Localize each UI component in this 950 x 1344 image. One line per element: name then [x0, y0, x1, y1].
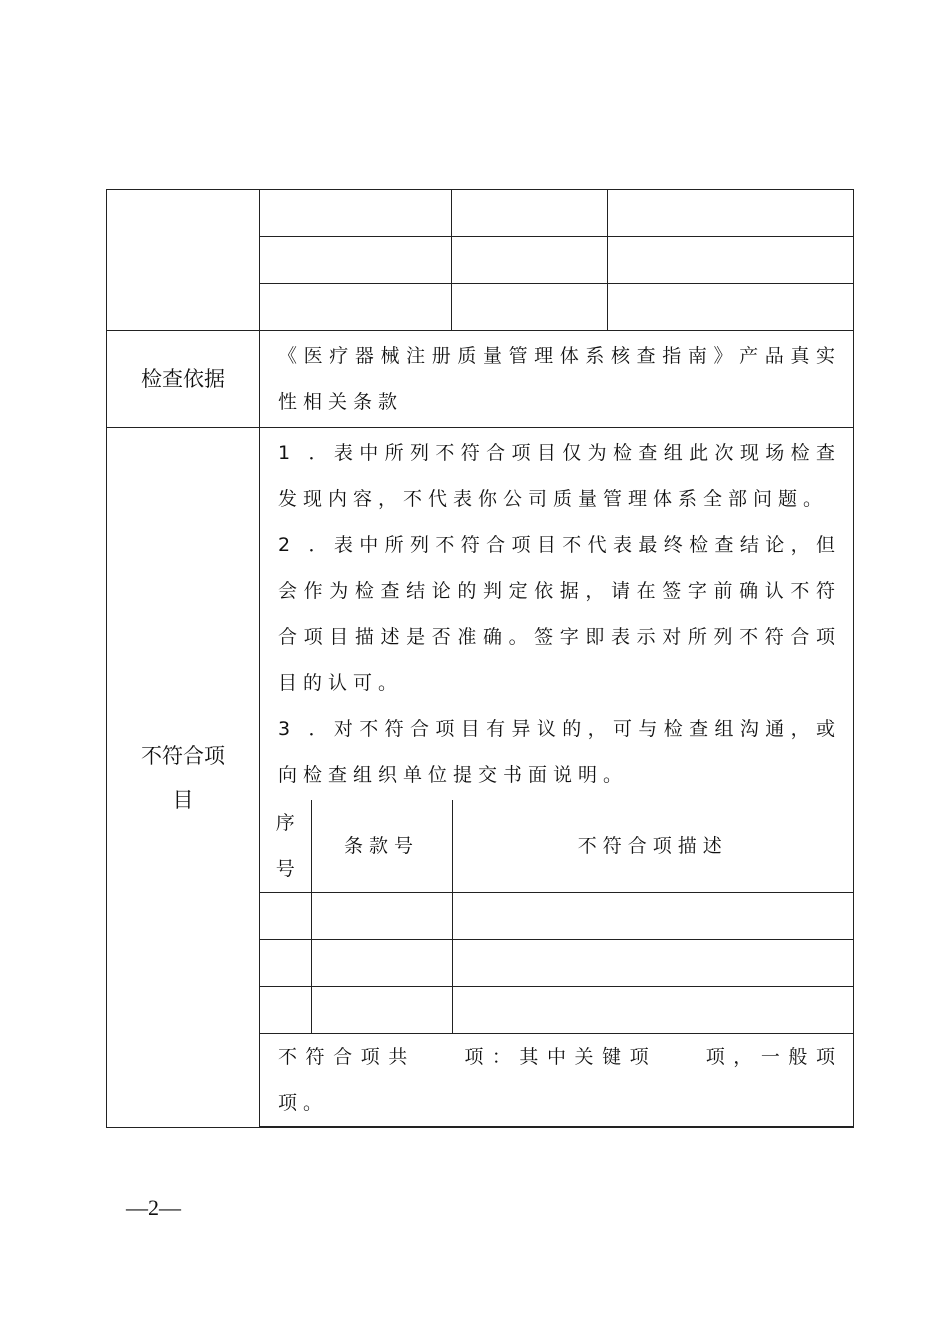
summary-part1: 不符合项共 [278, 1046, 416, 1068]
seq-cell [260, 893, 311, 940]
description-cell [452, 893, 853, 940]
notes-block [260, 428, 853, 800]
seq-cell [260, 987, 311, 1034]
table-row [260, 940, 853, 987]
note-1: 1 ．表中所列不符合项目仅为检查组此次现场检查发现内容，不代表你公司质量管理体系全部问题。 [278, 442, 841, 510]
note-2: 2 ．表中所列不符合项目不代表最终检查结论，但会作为检查结论的判定依据，请在签字前确认不符合项目描述是否准确。签字即表示对所列不符合项目的认可。 [278, 534, 841, 694]
seq-header-line1: 序 [275, 812, 295, 834]
basis-cell [260, 331, 854, 428]
table-row [260, 987, 853, 1034]
clause-cell [311, 987, 452, 1034]
seq-header [260, 800, 311, 893]
blank-cell [260, 237, 452, 284]
clause-cell [311, 893, 452, 940]
basis-label: 检查依据 [107, 331, 260, 428]
nonconformity-label-line2: 目 [172, 787, 194, 812]
seq-cell [260, 940, 311, 987]
basis-row [107, 331, 854, 428]
blank-cell [260, 284, 452, 331]
summary-row [260, 1034, 853, 1127]
nonconformity-content-cell [260, 428, 854, 1128]
clause-header: 条款号 [311, 800, 452, 893]
basis-text: 《医疗器械注册质量管理体系核查指南》产品真实性相关条款 [278, 345, 841, 413]
note-3: 3 ．对不符合项目有异议的，可与检查组沟通，或向检查组织单位提交书面说明。 [278, 718, 841, 786]
clause-cell [311, 940, 452, 987]
table-row [260, 893, 853, 940]
summary-part3: 项，一般项项。 [278, 1046, 841, 1114]
blank-cell [452, 284, 608, 331]
blank-cell [608, 190, 854, 237]
blank-cell [452, 237, 608, 284]
nonconformity-row [107, 428, 854, 1128]
nonconformity-label-line1: 不符合项 [141, 743, 225, 768]
nonconformity-label [107, 428, 260, 1128]
description-cell [452, 940, 853, 987]
seq-header-line2: 号 [275, 858, 295, 880]
top-blank-row-1 [107, 190, 854, 237]
blank-cell [608, 284, 854, 331]
inspection-form-table [106, 189, 854, 1128]
blank-cell [260, 190, 452, 237]
top-left-blank-cell [107, 190, 260, 331]
description-cell [452, 987, 853, 1034]
items-header-row [260, 800, 853, 893]
summary-cell [260, 1034, 853, 1127]
description-header: 不符合项描述 [452, 800, 853, 893]
blank-cell [452, 190, 608, 237]
summary-part2: 项：其中关键项 [461, 1046, 658, 1068]
blank-cell [608, 237, 854, 284]
nonconformity-items-table [260, 800, 853, 1127]
summary-text [260, 1034, 853, 1126]
page-number: —2— [126, 1195, 181, 1220]
